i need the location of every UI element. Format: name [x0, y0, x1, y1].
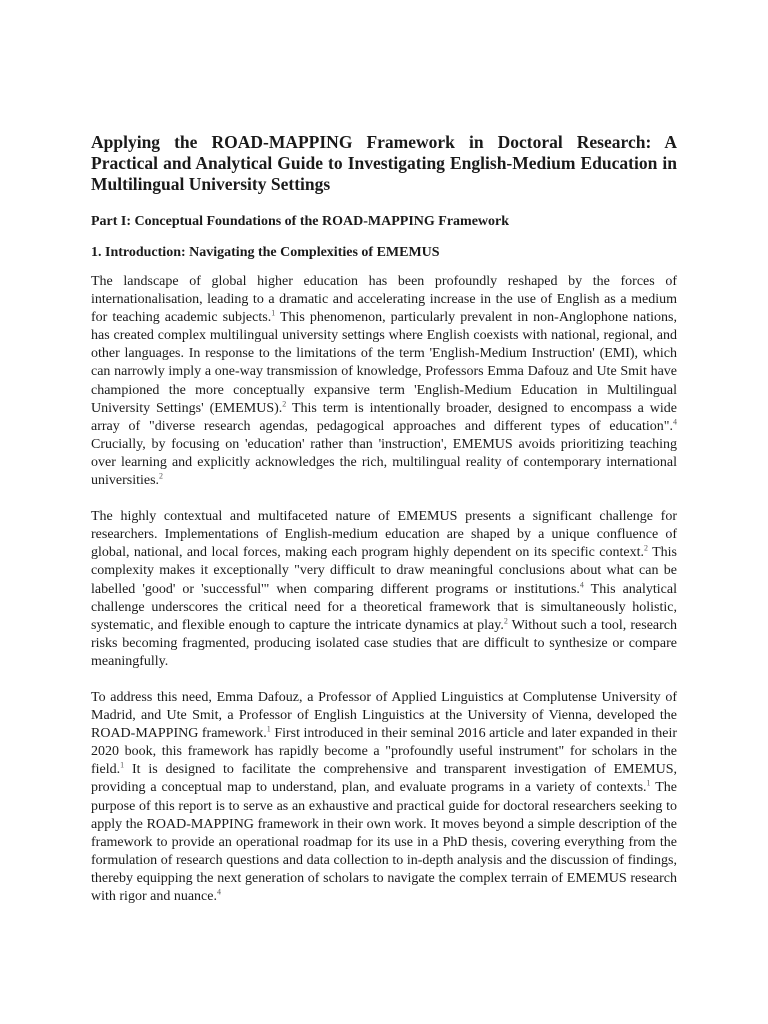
- paragraph-text: The landscape of global higher education has been profoundly reshaped by the forces of internationalisation, leading to a dramatic and accelerating increase in the use of English as a medium for teaching academic subjects.: [91, 274, 677, 326]
- footnote-reference: 2: [282, 399, 287, 408]
- footnote-reference: 2: [503, 616, 508, 626]
- part-heading: Part I: Conceptual Foundations of the ROAD-MAPPING Framework: [91, 214, 510, 229]
- footnote-reference: 4: [216, 887, 221, 897]
- paragraph-text: The highly contextual and multifaceted nature of EMEMUS presents a significant challenge for researchers. Implementations of English-medium education are shaped by a unique confluence of global, national, and local forces, making each program highly dependent on its specific context.: [91, 509, 677, 561]
- footnote-reference: 1: [646, 778, 651, 788]
- paragraph-text: This term is intentionally broader, designed to encompass a wide array of "diverse research agendas, pedagogical approaches and different types of education".: [91, 400, 677, 434]
- footnote-reference: 1: [271, 308, 276, 318]
- section-heading: 1. Introduction: Navigating the Complexities of EMEMUS: [91, 245, 440, 260]
- body-paragraph: [91, 689, 677, 906]
- body-paragraph: [91, 273, 677, 490]
- document-title: Applying the ROAD-MAPPING Framework in Doctoral Research: A Practical and Analytical Guide to Investigating English-Medium Education in Multilingual University Settings: [91, 132, 677, 194]
- paragraph-text: Crucially, by focusing on 'education' rather than 'instruction', EMEMUS avoids prioritizing teaching over learning and explicitly acknowledges the rich, multilingual reality of contemporary international universities.: [91, 436, 677, 489]
- document-page: [91, 132, 677, 924]
- paragraph-text: To address this need, Emma Dafouz, a Professor of Applied Linguistics at Complutense University of Madrid, and Ute Smit, a Professor of English Linguistics at the University of Vienna, developed the ROAD-MAPPING framework.: [91, 689, 677, 742]
- paragraph-text: Without such a tool, research risks becoming fragmented, producing isolated case studies that are difficult to synthesize or compare meaningfully.: [91, 617, 677, 669]
- body-text: [91, 273, 677, 906]
- footnote-reference: 2: [159, 471, 164, 481]
- footnote-reference: 2: [643, 543, 648, 553]
- footnote-reference: 1: [266, 724, 271, 734]
- paragraph-text: It is designed to facilitate the comprehensive and transparent investigation of EMEMUS, providing a conceptual map to understand, plan, and evaluate programs in a variety of contexts.: [91, 762, 677, 796]
- paragraph-text: This analytical challenge underscores the critical need for a theoretical framework that is simultaneously holistic, systematic, and flexible enough to capture the intricate dynamics at play.: [91, 581, 677, 633]
- paragraph-text: The purpose of this report is to serve as an exhaustive and practical guide for doctoral researchers seeking to apply the ROAD-MAPPING framework in their own work. It moves beyond a simple description of the framework to provide an operational roadmap for its use in a PhD thesis, covering everything from the formulation of research questions and data collection to in-depth analysis and the discussion of findings, thereby equipping the next generation of scholars to navigate the complex terrain of EMEMUS research with rigor and nuance.: [91, 780, 677, 904]
- paragraph-text: This complexity makes it exceptionally "very difficult to draw meaningful conclusions about what can be labelled 'good' or 'successful'" when comparing different programs or institutions.: [91, 545, 677, 597]
- footnote-reference: 4: [579, 579, 584, 589]
- paragraph-text: This phenomenon, particularly prevalent in non-Anglophone nations, has created complex multilingual university settings where English coexists with national, regional, and other languages. In response to the limitations of the term 'English-Medium Instruction' (EMI), which can narrowly imply a one-way transmission of knowledge, Professors Emma Dafouz and Ute Smit have championed the more conceptually expansive term 'English-Medium Education in Multilingual University Settings' (EMEMUS).: [91, 310, 677, 416]
- paragraph-text: First introduced in their seminal 2016 article and later expanded in their 2020 book, this framework has rapidly become a "profoundly useful instrument" for scholars in the field.: [91, 726, 677, 778]
- body-paragraph: [91, 508, 677, 671]
- footnote-reference: 1: [120, 760, 125, 770]
- footnote-reference: 4: [673, 417, 677, 427]
